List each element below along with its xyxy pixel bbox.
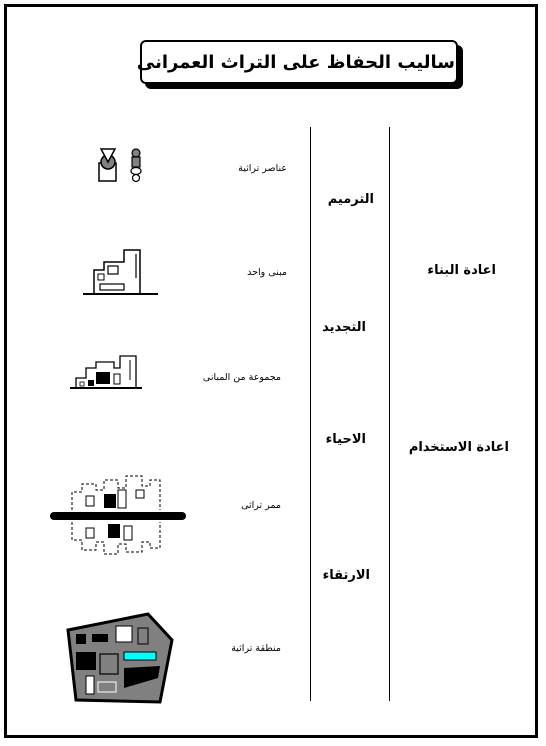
page-title: اساليب الحفاظ على التراث العمرانى	[136, 51, 462, 73]
heritage-area-icon	[64, 610, 178, 706]
column-divider-right	[389, 127, 390, 701]
heritage-corridor-icon	[46, 470, 188, 558]
scale-label-heritage-corridor: ممر تراثى	[241, 500, 281, 511]
scale-label-building-group: مجموعة من المبانى	[202, 372, 281, 383]
category-reuse: اعادة الاستخدام	[408, 440, 509, 455]
single-building-icon	[80, 242, 162, 298]
scale-label-heritage-elements: عناصر تراثية	[238, 163, 287, 174]
heritage-elements-icon	[96, 145, 146, 185]
method-renewal: التجديد	[322, 320, 366, 335]
scale-label-heritage-area: منطقة تراثية	[231, 643, 281, 654]
method-upgrading: الارتقاء	[322, 568, 370, 583]
column-divider-left	[310, 127, 311, 701]
method-restoration: الترميم	[327, 192, 374, 207]
method-revival: الاحياء	[325, 432, 366, 447]
building-group-icon	[68, 354, 144, 394]
category-rebuild: اعادة البناء	[427, 263, 496, 278]
title-box	[136, 40, 462, 84]
scale-label-single-building: مبنى واحد	[247, 267, 287, 278]
